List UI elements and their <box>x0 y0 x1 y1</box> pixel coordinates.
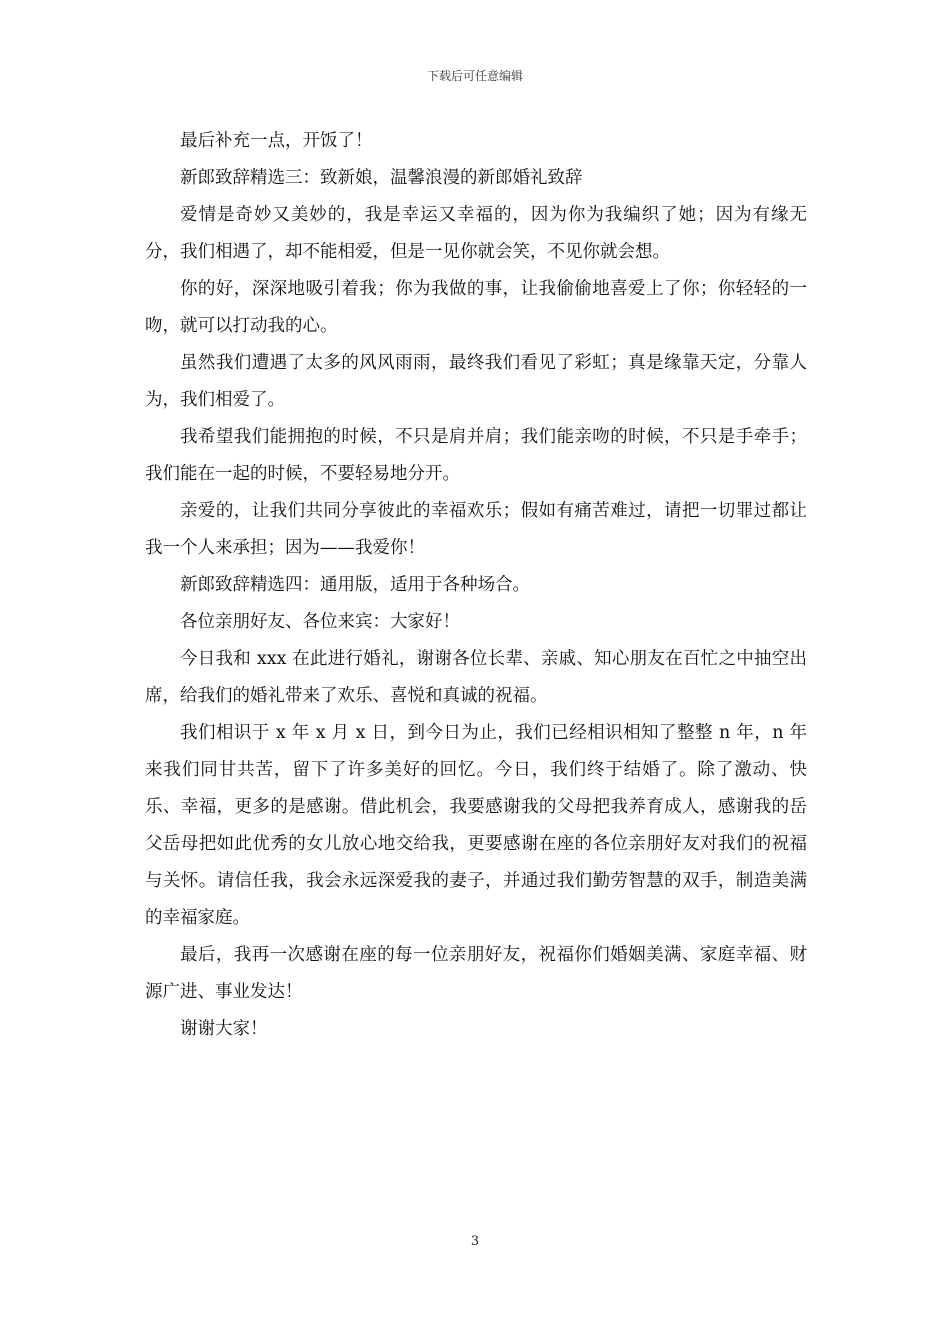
paragraph: 爱情是奇妙又美妙的，我是幸运又幸福的，因为你为我编织了她；因为有缘无分，我们相遇了，却不能相爱，但是一见你就会笑，不见你就会想。 <box>145 205 807 262</box>
page-number: 3 <box>470 1234 480 1249</box>
paragraph: 最后补充一点，开饭了！ <box>180 131 373 151</box>
paragraph: 亲爱的，让我们共同分享彼此的幸福欢乐；假如有痛苦难过，请把一切罪过都让我一个人来承担；因为——我爱你！ <box>145 501 807 558</box>
paragraph: 你的好，深深地吸引着我；你为我做的事，让我偷偷地喜爱上了你；你轻轻的一吻，就可以打动我的心。 <box>145 279 807 336</box>
paragraph: 最后，我再一次感谢在座的每一位亲朋好友，祝福你们婚姻美满、家庭幸福、财源广进、事业发达！ <box>145 945 807 1002</box>
section-heading: 新郎致辞精选三：致新娘，温馨浪漫的新郎婚礼致辞 <box>180 168 583 188</box>
paragraph: 虽然我们遭遇了太多的风风雨雨，最终我们看见了彩虹；真是缘靠天定，分靠人为，我们相爱了。 <box>145 353 807 410</box>
document-body <box>145 123 807 1048</box>
paragraph: 我希望我们能拥抱的时候，不只是肩并肩；我们能亲吻的时候，不只是手牵手；我们能在一起的时候，不要轻易地分开。 <box>145 427 807 484</box>
paragraph: 我们相识于 x 年 x 月 x 日，到今日为止，我们已经相识相知了整整 n 年，n 年来我们同甘共苦，留下了许多美好的回忆。今日，我们终于结婚了。除了激动、快乐、幸福，更多的是感谢。借此机会，我要感谢我的父母把我养育成人，感谢我的岳父岳母把如此优秀的女儿放心地交给我，更要感谢在座的各位亲朋好友对我们的祝福与关怀。请信任我，我会永远深爱我的妻子，并通过我们勤劳智慧的双手，制造美满的幸福家庭。 <box>145 723 807 928</box>
paragraph: 谢谢大家！ <box>180 1019 268 1039</box>
page-header: 下载后可任意编辑 <box>426 69 523 83</box>
section-heading: 新郎致辞精选四：通用版，适用于各种场合。 <box>180 575 530 595</box>
paragraph: 各位亲朋好友、各位来宾：大家好！ <box>180 612 460 632</box>
paragraph: 今日我和 xxx 在此进行婚礼，谢谢各位长辈、亲戚、知心朋友在百忙之中抽空出席，给我们的婚礼带来了欢乐、喜悦和真诚的祝福。 <box>145 649 807 706</box>
